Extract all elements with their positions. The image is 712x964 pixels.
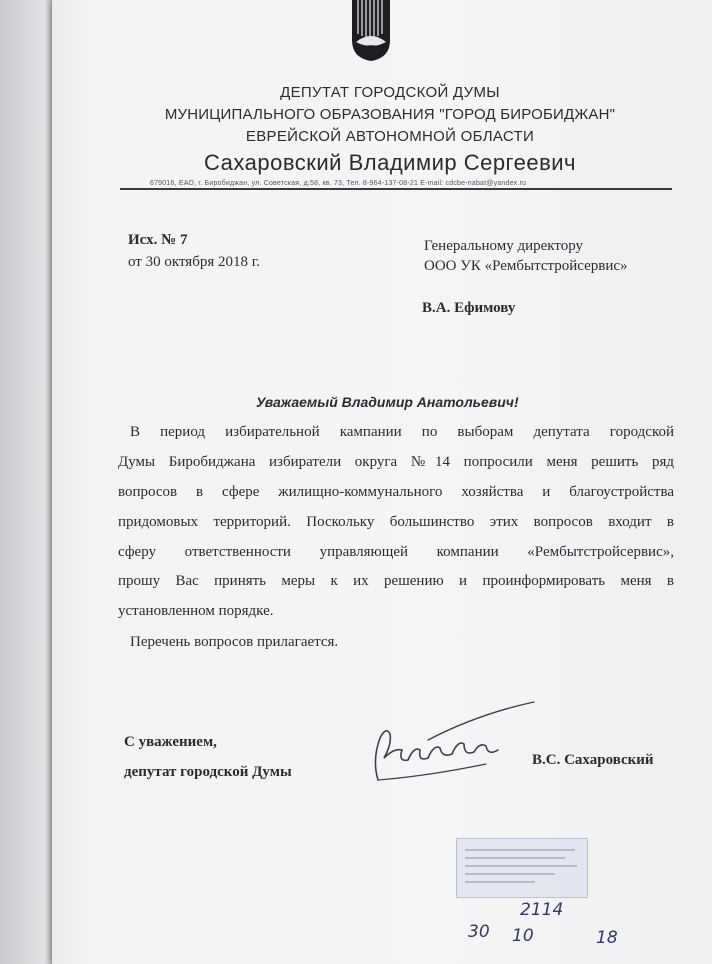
outgoing-date: от 30 октября 2018 г. [128,254,260,270]
outgoing-number: Исх. № 7 [128,232,188,248]
salutation: Уважаемый Владимир Анатольевич! [256,394,519,410]
addressee-position: Генеральному директору [424,238,584,254]
body-line: придомовых территорий. Поскольку большинство этих вопросов входит в [118,514,674,530]
registration-day: 30 [468,922,490,942]
deputy-name: Сахаровский Владимир Сергеевич [203,150,577,175]
underlying-sheet [0,0,52,964]
addressee-company: ООО УК «Рембытстройсервис» [424,258,628,274]
closing-regards: С уважением, [124,734,217,750]
contact-line: 679016, ЕАО, г. Биробиджан, ул. Советская, д.58, кв. 73, Тел. 8-964-137-08-21 E-mail: cdcbe-nabat@yandex.ru [150,180,527,187]
signer-name: В.С. Сахаровский [532,752,654,768]
body-line: Думы Биробиджана избиратели округа №14 попросили меня решить ряд [118,454,674,470]
registration-year: 18 [596,928,618,948]
body-line: сферу ответственности управляющей компании «Рембытстройсервис», [118,544,674,560]
header-title-line2: МУНИЦИПАЛЬНОГО ОБРАЗОВАНИЯ "ГОРОД БИРОБИДЖАН" [164,106,616,123]
header-divider [120,188,672,190]
closing-position: депутат городской Думы [124,764,292,780]
handwritten-signature [368,700,538,790]
body-line: вопросов в сфере жилищно-коммунального хозяйства и благоустройства [118,484,674,500]
header-title-line3: ЕВРЕЙСКОЙ АВТОНОМНОЙ ОБЛАСТИ [245,128,535,145]
registration-stamp [456,838,588,898]
header-title-line1: ДЕПУТАТ ГОРОДСКОЙ ДУМЫ [280,84,500,101]
addressee-name: В.А. Ефимову [422,300,516,316]
body-line: В период избирательной кампании по выборам депутата городской [130,424,674,440]
body-line: установленном порядке. [118,603,274,619]
attachment-note: Перечень вопросов прилагается. [130,634,339,650]
registration-number: 2114 [520,900,564,920]
body-line: прошу Вас принять меры к их решению и проинформировать меня в [118,573,674,589]
city-emblem-icon [350,0,392,62]
registration-month: 10 [512,926,534,946]
